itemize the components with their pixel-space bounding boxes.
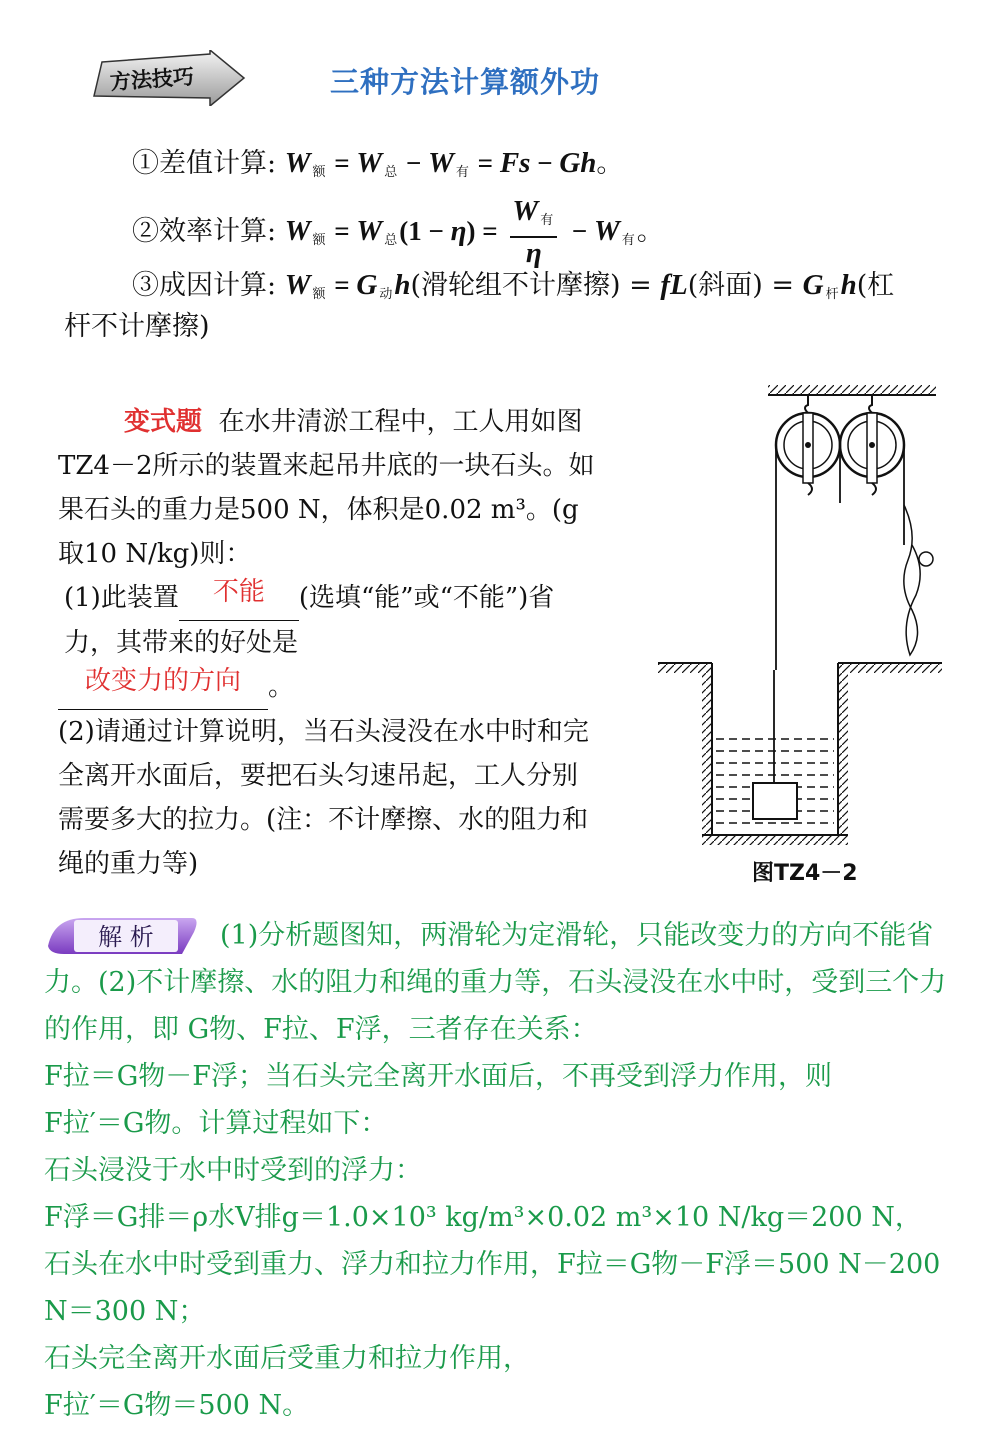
- rope-handle: [919, 552, 933, 566]
- formula-label-2: ②效率计算:: [132, 216, 277, 247]
- formula-cause: ③成因计算: W $_额$ = G $_动$h(滑轮组不计摩擦) = fL(斜面) = G $_杆$h(杠: [132, 269, 895, 302]
- q1-answer: 不能: [212, 577, 265, 607]
- ceiling-hatch: [768, 385, 936, 395]
- q2-text: (2)请通过计算说明，当石头浸没在水中时和完全离开水面后，要把石头匀速吊起，工人分别需要多大的拉力。(注：不计摩擦、水的阻力和绳的重力等): [58, 717, 589, 879]
- hook-right: [869, 395, 872, 413]
- solution-line-8: F拉′＝G物＝500 N。: [44, 1390, 310, 1421]
- q1-prefix: (1)此装置: [64, 583, 179, 613]
- formula-label-3: ③成因计算:: [132, 270, 277, 301]
- formula-efficiency: ②效率计算: W $_额$ = W $_总$(1 − η) = $\frac{W _有}{\eta}$ − W $_有$。: [132, 195, 664, 269]
- page-title: 三种方法计算额外功: [330, 65, 601, 99]
- formula-difference: ①差值计算: W $_额$ = W $_总$ − W $_有$ = Fs − Gh。: [132, 147, 624, 180]
- rope-coil: [904, 505, 920, 655]
- problem-tag: 变式题: [124, 407, 203, 437]
- figure-caption: 图TZ4－2: [752, 861, 858, 886]
- solution-block: [44, 912, 959, 1429]
- solution-line-4: 石头浸没于水中时受到的浮力：: [44, 1155, 422, 1186]
- solution-line-7: 石头完全离开水面后受重力和拉力作用，: [44, 1343, 530, 1374]
- analysis-label-text: 解 析: [98, 923, 154, 951]
- problem-intro: 在水井清淤工程中，工人用如图TZ4－2所示的装置来起吊井底的一块石头。如果石头的重力是500 N，体积是0.02 m³。(g取10 N/kg)则：: [58, 407, 595, 569]
- q1-blank-2: [58, 665, 268, 710]
- solution-line-6: 石头在水中时受到重力、浮力和拉力作用，F拉＝G物－F浮＝500 N－200 N＝300 N；: [44, 1249, 941, 1327]
- hook-left: [805, 395, 808, 413]
- formula-cause-cont: 杆不计摩擦): [64, 311, 210, 342]
- banner-label: 方法技巧: [109, 63, 195, 95]
- problem-block: 变式题 在水井清淤工程中，工人用如图TZ4－2所示的装置来起吊井底的一块石头。如果石头的重力是500 N，体积是0.02 m³。(g取10 N/kg)则： (1)此装置 不能 (选填“能”或“不能”)省力，其带来的好处是 改变力的方向 。 (2)请通过计算说明，当石头浸没在水中时和完全离开水面后，要把石头匀速吊起，工人分别需要多大的拉力。(注：不计摩擦、水的阻力和绳的重力等): [58, 400, 598, 886]
- q1-answer-2: 改变力的方向: [84, 666, 241, 696]
- formula-label-1: ①差值计算:: [132, 148, 277, 179]
- stone-block: [753, 783, 797, 819]
- pulley-well-figure: [650, 385, 950, 855]
- q1-suffix: (选填“能”或“不能”)省力，其带来的好处是: [64, 583, 555, 658]
- solution-line-1: (1)分析题图知，两滑轮为定滑轮，只能改变力的方向不能省力。(2)不计摩擦、水的阻力和绳的重力等，石头浸没在水中时，受到三个力的作用，即 G物、F拉、F浮，三者存在关系：: [44, 920, 947, 1045]
- solution-line-2: F拉＝G物－F浮；当石头完全离开水面后，不再受到浮力作用，则: [44, 1061, 833, 1092]
- solution-line-3: F拉′＝G物。计算过程如下：: [44, 1108, 388, 1139]
- method-tips-banner: [88, 50, 246, 106]
- q1-blank: [179, 576, 299, 621]
- solution-line-5: F浮＝G排＝ρ水V排g＝1.0×10³ kg/m³×0.02 m³×10 N/kg＝200 N，: [44, 1202, 922, 1233]
